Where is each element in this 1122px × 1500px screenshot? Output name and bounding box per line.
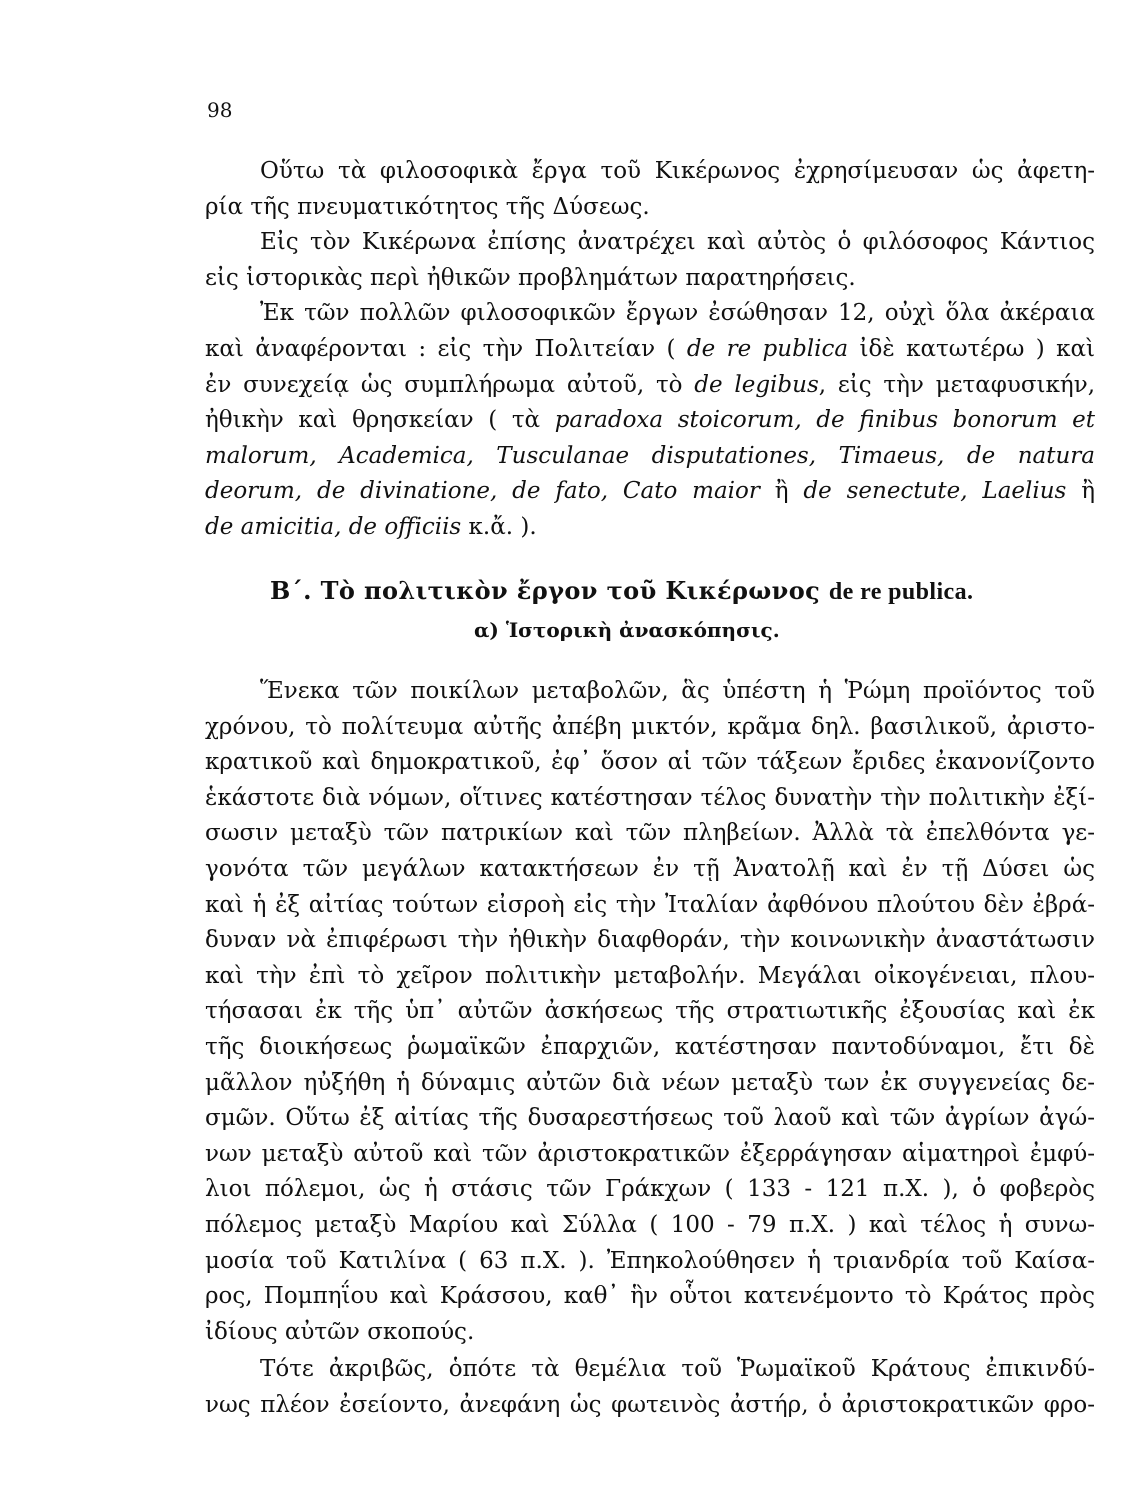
- text-line: ἰδίους αὐτῶν σκοπούς.: [205, 1318, 475, 1345]
- paragraph-2: [205, 225, 1095, 296]
- text-line: ἑκάστοτε διὰ νόμων, οἵτινες κατέστησαν τέλος δυνατὴν τὴν πολιτικὴν ἐξί-: [205, 784, 1095, 811]
- text-line: πόλεμος μεταξὺ Μαρίου καὶ Σύλλα ( 100 - 79 π.Χ. ) καὶ τέλος ἡ συνω-: [205, 1211, 1095, 1238]
- text-line: Ἕνεκα τῶν ποικίλων μεταβολῶν, ἃς ὑπέστη ἡ Ῥώμη προϊόντος τοῦ: [260, 678, 1095, 704]
- text-line: δυναν νὰ ἐπιφέρωσι τὴν ἠθικὴν διαφθοράν, τὴν κοινωνικὴν ἀναστάτωσιν: [205, 927, 1095, 954]
- latin-title: de re publica.: [828, 579, 974, 605]
- text-line: Ἐκ τῶν πολλῶν φιλοσοφικῶν ἔργων ἐσώθησαν 12, οὐχὶ ὅλα ἀκέραια: [260, 300, 1095, 327]
- text-line: de amicitia, de officiis κ.ἄ. ).: [205, 513, 537, 540]
- text-line: Τότε ἀκριβῶς, ὁπότε τὰ θεμέλια τοῦ Ῥωμαϊκοῦ Κράτους ἐπικινδύ-: [260, 1356, 1095, 1383]
- intro-text: [205, 154, 1095, 546]
- paragraph-4: [205, 674, 1095, 1350]
- text-line: τήσασαι ἐκ τῆς ὑπ᾽ αὐτῶν ἀσκήσεως τῆς στρατιωτικῆς ἐξουσίας καὶ ἐκ: [205, 998, 1095, 1025]
- text-line: τῆς διοικήσεως ῥωμαϊκῶν ἐπαρχιῶν, κατέστησαν παντοδύναμοι, ἔτι δὲ: [205, 1033, 1095, 1060]
- paragraph-3: [205, 296, 1095, 545]
- text-line: λιοι πόλεμοι, ὡς ἡ στάσις τῶν Γράκχων ( 133 - 121 π.Χ. ), ὁ φοβερὸς: [205, 1176, 1095, 1203]
- text-line: [205, 439, 1095, 475]
- latin-title: malorum, Academica, Tusculanae disputationes, Timaeus, de natura: [205, 442, 1095, 469]
- text-line: deorum, de divinatione, de fato, Cato maior ἢ de senectute, Laelius ἢ: [205, 478, 1095, 505]
- text-line: ἐν συνεχείᾳ ὡς συμπλήρωμα αὐτοῦ, τὸ de legibus, εἰς τὴν μεταφυσικήν,: [205, 371, 1096, 398]
- text-line: νων μεταξὺ αὐτοῦ καὶ τῶν ἀριστοκρατικῶν ἐξερράγησαν αἱματηροὶ ἐμφύ-: [205, 1140, 1095, 1167]
- text-line: σμῶν. Οὕτω ἐξ αἰτίας τῆς δυσαρεστήσεως τοῦ λαοῦ καὶ τῶν ἀγρίων ἀγώ-: [205, 1105, 1095, 1132]
- text-line: σωσιν μεταξὺ τῶν πατρικίων καὶ τῶν πληβείων. Ἀλλὰ τὰ ἐπελθόντα γε-: [205, 820, 1095, 847]
- text-line: εἰς ἱστορικὰς περὶ ἠθικῶν προβλημάτων παρατηρήσεις.: [205, 264, 856, 291]
- text-line: νως πλέον ἐσείοντο, ἀνεφάνη ὡς φωτεινὸς ἀστήρ, ὁ ἀριστοκρατικῶν φρο-: [205, 1391, 1095, 1418]
- text-line: γονότα τῶν μεγάλων κατακτήσεων ἐν τῇ Ἀνατολῇ καὶ ἐν τῇ Δύσει ὡς: [205, 855, 1095, 882]
- text-line: κρατικοῦ καὶ δημοκρατικοῦ, ἐφ᾽ ὅσον αἱ τῶν τάξεων ἔριδες ἐκανονίζοντο: [205, 749, 1095, 776]
- text-line: Οὕτω τὰ φιλοσοφικὰ ἔργα τοῦ Κικέρωνος ἐχρησίμευσαν ὡς ἀφετη-: [260, 158, 1095, 184]
- latin-title: de legibus: [694, 371, 819, 398]
- text-line: καὶ ἀναφέρονται : εἰς τὴν Πολιτείαν ( de re publica ἰδὲ κατωτέρω ) καὶ: [205, 335, 1095, 362]
- body-text: [205, 674, 1095, 1423]
- paragraph-1: [205, 154, 1095, 225]
- sub-heading: α) Ἱστορικὴ ἀνασκόπησις.: [474, 618, 780, 642]
- page-number: 98: [207, 98, 233, 122]
- latin-title: de re publica: [686, 335, 849, 362]
- section-heading: Β΄. Τὸ πολιτικὸν ἔργον τοῦ Κικέρωνος de re publica.: [270, 576, 974, 605]
- text-line: καὶ ἡ ἐξ αἰτίας τούτων εἰσροὴ εἰς τὴν Ἰταλίαν ἀφθόνου πλούτου δὲν ἐβρά-: [205, 891, 1095, 918]
- text-line: καὶ τὴν ἐπὶ τὸ χεῖρον πολιτικὴν μεταβολήν. Μεγάλαι οἰκογένειαι, πλου-: [205, 962, 1095, 989]
- text-line: ρος, Πομπηΐου καὶ Κράσσου, καθ᾽ ἣν οὗτοι κατενέμοντο τὸ Κράτος πρὸς: [205, 1283, 1095, 1310]
- text-line: μᾶλλον ηὐξήθη ἡ δύναμις αὐτῶν διὰ νέων μεταξὺ των ἐκ συγγενείας δε-: [205, 1069, 1095, 1096]
- text-line: χρόνου, τὸ πολίτευμα αὐτῆς ἀπέβη μικτόν, κρᾶμα δηλ. βασιλικοῦ, ἀριστο-: [205, 713, 1095, 740]
- paragraph-5: [205, 1352, 1095, 1423]
- text-line: μοσία τοῦ Κατιλίνα ( 63 π.Χ. ). Ἐπηκολούθησεν ἡ τριανδρία τοῦ Καίσα-: [205, 1247, 1095, 1274]
- text-line: ἠθικὴν καὶ θρησκείαν ( τὰ paradoxa stoicorum, de finibus bonorum et: [205, 407, 1095, 434]
- text-line: ρία τῆς πνευματικότητος τῆς Δύσεως.: [205, 193, 650, 220]
- text-line: Εἰς τὸν Κικέρωνα ἐπίσης ἀνατρέχει καὶ αὐτὸς ὁ φιλόσοφος Κάντιος: [260, 229, 1095, 256]
- latin-title: paradoxa stoicorum, de finibus bonorum et: [554, 407, 1095, 434]
